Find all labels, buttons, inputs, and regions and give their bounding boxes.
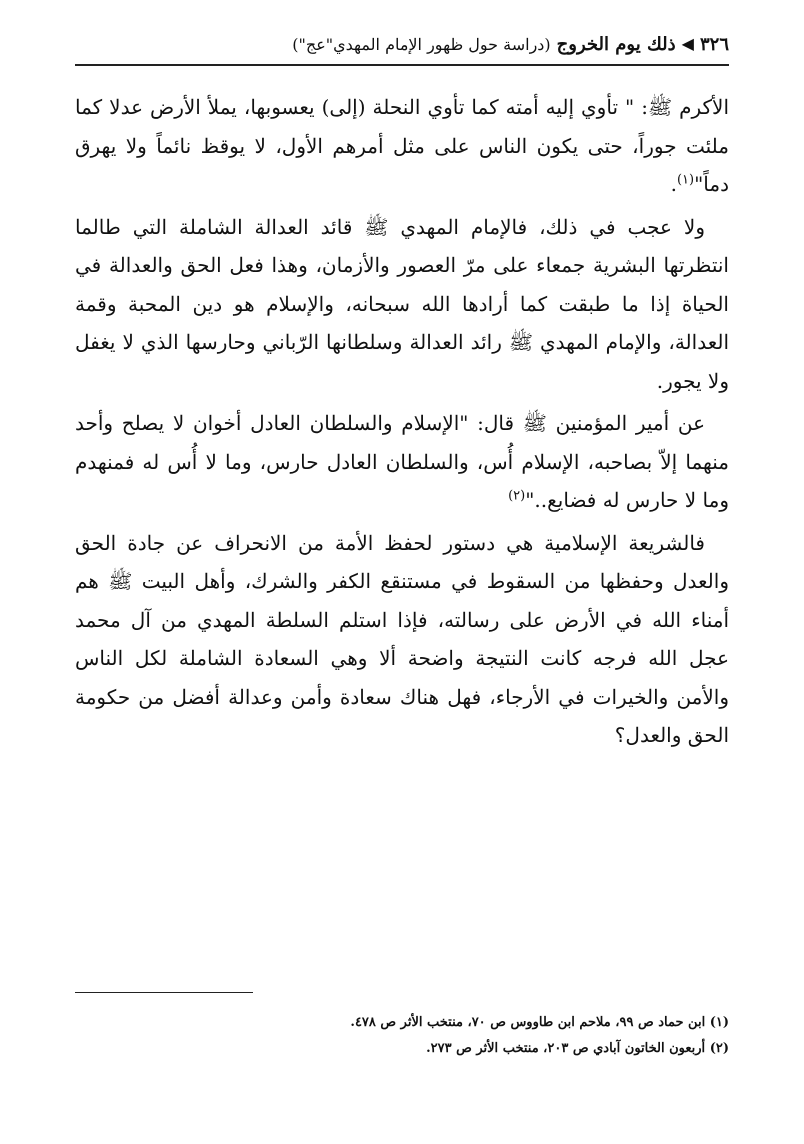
paragraph-text: فالشريعة الإسلامية هي دستور لحفظ الأمة من الانحراف عن جادة الحق والعدل وحفظها من السقوط في مستنقع الكفر والشرك، وأهل البيت ﷺ هم أمناء الله في الأرض على رسالته، فإذا استلم السلطة المهدي من آل محمد عجل الله فرجه كانت النتيجة واضحة ألا وهي السعادة الشاملة لكل الناس والأمن والخيرات في الأرجاء، فهل هناك سعادة وأمن وعدالة أفضل من حكومة الحق والعدل؟	[75, 530, 729, 747]
running-header	[75, 24, 729, 66]
footnote-2: (٢) أربعون الخاتون آبادي ص ٢٠٣، منتخب الأثر ص ٢٧٣.	[426, 1041, 729, 1056]
paragraph-tail: .	[670, 172, 677, 196]
paragraph-text: عن أمير المؤمنين ﷺ قال: "الإسلام والسلطان العادل أخوان لا يصلح وأحد منهما إلاّ بصاحبه، الإسلام أُس، والسلطان العادل حارس، وما لا أُس له فمنهدم وما لا حارس له فضايع.."	[75, 411, 729, 512]
footnote-divider	[75, 992, 253, 993]
book-subtitle: (دراسة حول ظهور الإمام المهدي"عج")	[292, 34, 551, 54]
footnotes	[75, 1010, 729, 1062]
paragraph-text: ولا عجب في ذلك، فالإمام المهدي ﷺ قائد العدالة الشاملة التي طالما انتظرتها البشرية جمعاء على مرّ العصور والأزمان، وهذا فعل الحق والعدالة في الحياة إذا ما طبقت كما أرادها الله سبحانه، والإسلام هو دين المحبة وقمة العدالة، والإمام المهدي ﷺ رائد العدالة وسلطانها الرّباني وحارسها الذي لا يغفل ولا يجور.	[75, 214, 729, 393]
footnote-ref: (١)	[676, 172, 695, 188]
footnote-1: (١) ابن حماد ص ٩٩، ملاحم ابن طاووس ص ٧٠، منتخب الأثر ص ٤٧٨.	[350, 1015, 729, 1030]
body-text	[75, 88, 729, 759]
paragraph-4	[75, 524, 729, 755]
paragraph-1	[75, 88, 729, 204]
book-title: ذلك يوم الخروج	[556, 33, 676, 55]
footnote-ref: (٢)	[508, 488, 526, 504]
page-number: ٣٢٦	[699, 33, 729, 55]
paragraph-2	[75, 208, 729, 401]
left-arrow-icon: ◀	[681, 34, 694, 53]
paragraph-3	[75, 404, 729, 520]
paragraph-text: الأكرم ﷺ: " تأوي إليه أمته كما تأوي النحلة (إلى) يعسوبها، يملأ الأرض عدلا كما ملئت جوراً، حتى يكون الناس على مثل أمرهم الأول، لا يوقظ نائماً ولا يهرق دماً"	[75, 95, 729, 196]
